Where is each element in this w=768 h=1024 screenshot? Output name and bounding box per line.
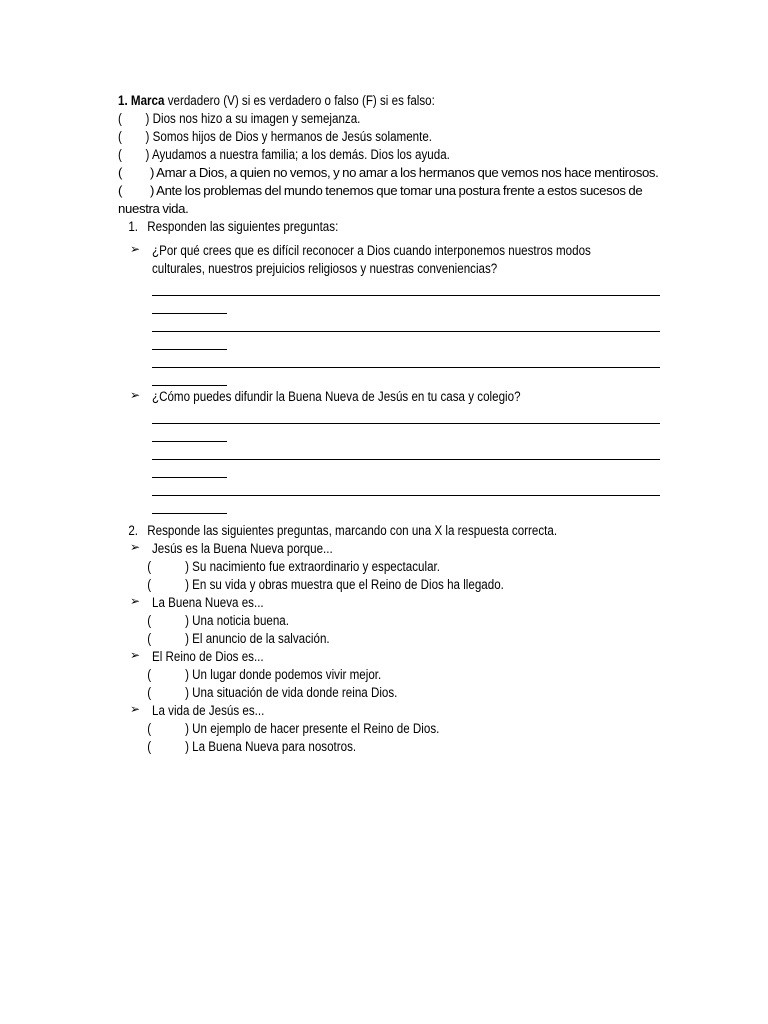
answer-blank[interactable]: ( xyxy=(147,559,152,574)
tf-item xyxy=(118,146,587,164)
section1-title-bold: 1. Marca xyxy=(118,93,165,108)
answer-line[interactable] xyxy=(152,278,660,296)
mc-option xyxy=(118,720,587,738)
worksheet-page xyxy=(118,92,663,756)
tf-item-text: ) Ayudamos a nuestra familia; a los demás. Dios los ayuda. xyxy=(145,147,450,162)
mc-question-text: La vida de Jesús es... xyxy=(152,703,265,718)
answer-line[interactable] xyxy=(152,350,660,368)
answer-line[interactable] xyxy=(152,460,227,478)
mc-option xyxy=(118,630,587,648)
mc-option xyxy=(118,612,587,630)
mc-option-text: ) La Buena Nueva para nosotros. xyxy=(185,739,357,754)
tf-item xyxy=(118,110,587,128)
arrow-bullet-icon: ➢ xyxy=(130,242,141,256)
section1-title xyxy=(118,92,587,110)
answer-line[interactable] xyxy=(152,314,660,332)
tf-item xyxy=(118,182,663,218)
question-text: ¿Por qué crees que es difícil reconocer a Dios cuando interponemos nuestros modos xyxy=(152,243,591,258)
mc-option xyxy=(118,666,587,684)
answer-line[interactable] xyxy=(152,442,660,460)
section2-heading xyxy=(118,218,587,236)
answer-blank[interactable]: ( xyxy=(147,739,152,754)
arrow-bullet-icon: ➢ xyxy=(130,594,141,608)
mc-option-text: ) Una situación de vida donde reina Dios. xyxy=(185,685,398,700)
mc-option xyxy=(118,576,587,594)
mc-option-text: ) Su nacimiento fue extraordinario y espectacular. xyxy=(185,559,441,574)
section3-number: 2. xyxy=(128,523,139,538)
open-question xyxy=(118,242,663,278)
answer-blank[interactable]: ( xyxy=(147,667,152,682)
arrow-bullet-icon: ➢ xyxy=(130,388,141,402)
answer-blank[interactable]: ( xyxy=(118,129,122,144)
question-text: culturales, nuestros prejuicios religiosos y nuestras conveniencias? xyxy=(152,261,498,276)
mc-question xyxy=(118,594,663,612)
answer-blank[interactable]: ( xyxy=(118,147,122,162)
answer-blank[interactable]: ( xyxy=(118,165,123,180)
answer-line[interactable] xyxy=(152,296,227,314)
mc-option-text: ) El anuncio de la salvación. xyxy=(185,631,330,646)
tf-item-text: ) Dios nos hizo a su imagen y semejanza. xyxy=(145,111,361,126)
answer-blank[interactable]: ( xyxy=(147,613,152,628)
open-question xyxy=(118,388,663,406)
question-text: ¿Cómo puedes difundir la Buena Nueva de Jesús en tu casa y colegio? xyxy=(152,389,521,404)
tf-item xyxy=(118,164,678,182)
arrow-bullet-icon: ➢ xyxy=(130,540,141,554)
tf-item-text: ) Ante los problemas del mundo tenemos que tomar una postura frente a estos sucesos de nuestra vida. xyxy=(118,183,643,216)
section2-title: Responden las siguientes preguntas: xyxy=(147,219,339,234)
mc-question-text: La Buena Nueva es... xyxy=(152,595,264,610)
mc-question xyxy=(118,540,663,558)
answer-line[interactable] xyxy=(152,368,227,386)
mc-option xyxy=(118,738,587,756)
tf-item-text: ) Somos hijos de Dios y hermanos de Jesús solamente. xyxy=(145,129,433,144)
mc-option-text: ) En su vida y obras muestra que el Reino de Dios ha llegado. xyxy=(185,577,504,592)
answer-blank[interactable]: ( xyxy=(147,631,152,646)
answer-blank[interactable]: ( xyxy=(147,721,152,736)
mc-question-text: Jesús es la Buena Nueva porque... xyxy=(152,541,333,556)
answer-blank[interactable]: ( xyxy=(147,577,152,592)
section1-title-rest: verdadero (V) si es verdadero o falso (F) si es falso: xyxy=(164,93,435,108)
section3-heading xyxy=(118,522,587,540)
answer-blank[interactable]: ( xyxy=(118,183,123,198)
tf-item-text: ) Amar a Dios, a quien no vemos, y no amar a los hermanos que vemos nos hace mentirosos. xyxy=(150,165,659,180)
mc-option xyxy=(118,558,587,576)
answer-line[interactable] xyxy=(152,332,227,350)
mc-question xyxy=(118,702,663,720)
mc-option-text: ) Una noticia buena. xyxy=(185,613,289,628)
mc-question-text: El Reino de Dios es... xyxy=(152,649,264,664)
section3-title: Responde las siguientes preguntas, marcando con una X la respuesta correcta. xyxy=(147,523,558,538)
tf-item xyxy=(118,128,587,146)
answer-line[interactable] xyxy=(152,406,660,424)
answer-blank[interactable]: ( xyxy=(118,111,122,126)
arrow-bullet-icon: ➢ xyxy=(130,648,141,662)
answer-line[interactable] xyxy=(152,496,227,514)
mc-option-text: ) Un ejemplo de hacer presente el Reino de Dios. xyxy=(185,721,440,736)
mc-option-text: ) Un lugar donde podemos vivir mejor. xyxy=(185,667,382,682)
answer-line[interactable] xyxy=(152,424,227,442)
arrow-bullet-icon: ➢ xyxy=(130,702,141,716)
mc-question xyxy=(118,648,663,666)
mc-option xyxy=(118,684,587,702)
section2-number: 1. xyxy=(128,219,139,234)
answer-blank[interactable]: ( xyxy=(147,685,152,700)
answer-line[interactable] xyxy=(152,478,660,496)
